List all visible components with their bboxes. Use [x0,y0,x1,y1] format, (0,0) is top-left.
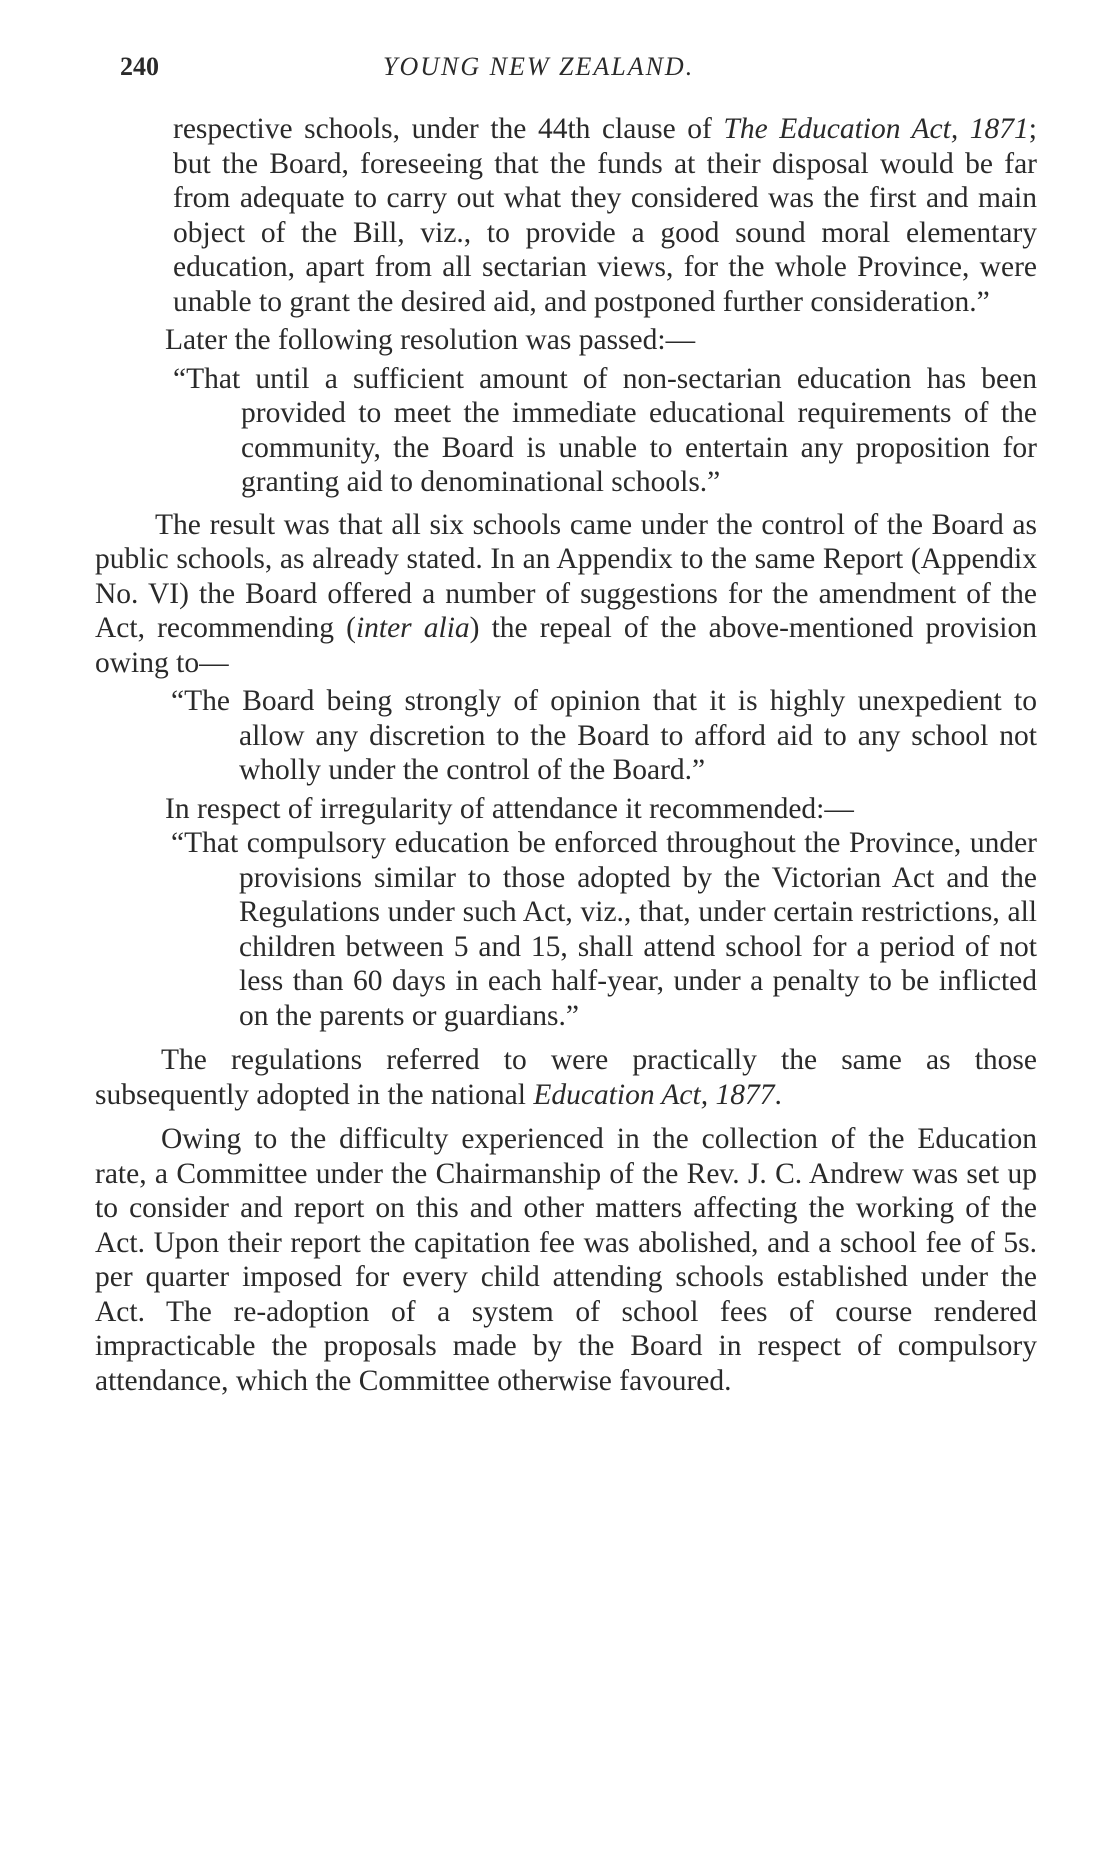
italic-run: The Education Act, 1871 [723,113,1029,145]
paragraph [95,508,1037,681]
paragraph: Owing to the difficulty experienced in the collection of the Education rate, a Committee under the Chairmanship of the Rev. J. C. Andrew was set up to consider and report on this and other matters affecting the working of the Act. Upon their report the capitation fee was abolished, and a school fee of 5s. per quarter imposed for every child attending schools established under the Act. The re-adoption of a system of school fees of course rendered impracticable the proposals made by the Board in respect of compulsory attendance, which the Committee otherwise favoured. [95,1123,1037,1397]
text-run: respective schools, under the 44th clause of [173,113,724,145]
text-run: ; but the Board, foreseeing that the funds at their disposal would be far from adequate to carry out what they considered was the first and main object of the Bill, viz., to provide a good sound moral elementary education, apart from all sectarian views, for the whole Province, were unable to grant the desired aid, and postponed further consideration.” [173,113,1037,318]
paragraph-intro: In respect of irregularity of attendance it recommended:— [165,792,854,825]
italic-run: inter alia [355,612,470,644]
text-run: ) the repeal of the above-mentioned provision owing to— [95,612,1037,679]
quoted-recommendation: “That compulsory education be enforced throughout the Province, under provisions similar to those adopted by the Victorian Act and the Regulations under such Act, viz., that, under certain restrictions, all children between 5 and 15, shall attend school for a period of not less than 60 days in each half-year, under a penalty to be inflicted on the parents or guardians.” [171,827,1037,1032]
text-run: The result was that all six schools came under the control of the Board as public schools, as already stated. In an Appendix to the same Report (Appendix No. VI) the Board offered a number of suggestions for the amendment of the Act, recommending ( [95,508,1037,644]
paragraph [95,1043,1037,1112]
running-head: YOUNG NEW ZEALAND. [383,52,695,81]
paragraph-continued-quote [173,112,1037,319]
italic-run: Education Act, 1877 [533,1078,775,1111]
page-number: 240 [120,52,159,81]
text-run: . [774,1078,782,1111]
quoted-opinion: “The Board being strongly of opinion that it is highly unexpedient to allow any discretion to the Board to afford aid to any school not wholly under the control of the Board.” [171,685,1037,786]
page-header [0,52,1114,92]
paragraph-intro: Later the following resolution was passed:— [165,324,696,356]
body-text [95,112,1037,1398]
quoted-resolution: “That until a sufficient amount of non-sectarian education has been provided to meet the immediate educational requirements of the community, the Board is unable to entertain any proposition for granting aid to denominational schools.” [173,362,1037,498]
text-run: The regulations referred to were practically the same as those subsequently adopted in the national [95,1044,1037,1111]
